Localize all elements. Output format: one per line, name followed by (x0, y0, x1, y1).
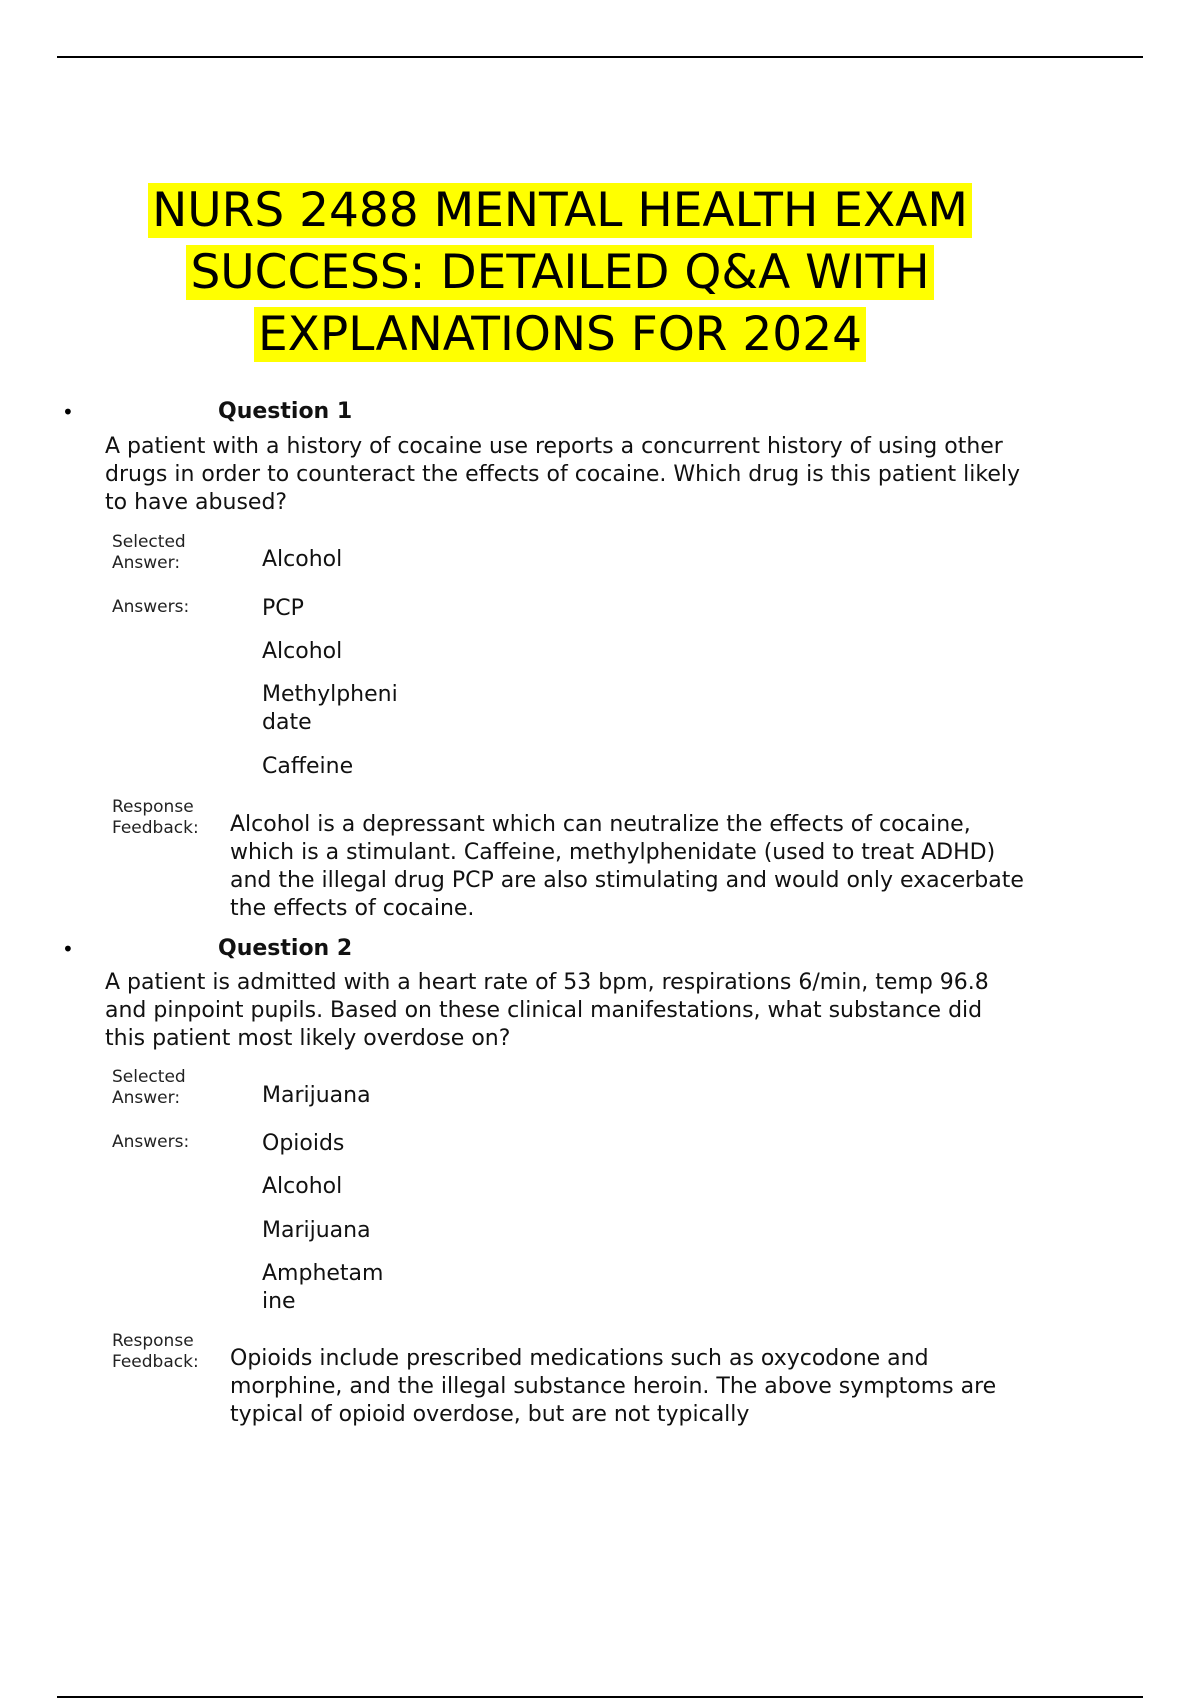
answer-option: Opioids (262, 1131, 345, 1156)
response-feedback: Alcohol is a depressant which can neutralize the effects of cocaine, which is a stimulant. Caffeine, methylphenidate (used to treat ADHD) and the illegal drug PCP are also stimulating and would only exacerbate the effects of cocaine. (230, 812, 1024, 921)
question-heading: Question 1 (218, 399, 353, 424)
bottom-rule (57, 1696, 1143, 1698)
selected-answer-label: Selected Answer: (112, 532, 186, 573)
title-line-2: SUCCESS: DETAILED Q&A WITH (186, 245, 933, 300)
question-heading: Question 2 (218, 936, 353, 961)
question-text: A patient is admitted with a heart rate of 53 bpm, respirations 6/min, temp 96.8 and pinpoint pupils. Based on these clinical manifestations, what substance did this patient most likely overdose on? (105, 970, 989, 1051)
top-rule (57, 56, 1143, 58)
selected-answer: Marijuana (262, 1083, 371, 1108)
answer-option: PCP (262, 596, 304, 621)
answers-label: Answers: (112, 1132, 190, 1152)
response-feedback-label: Response Feedback: (112, 797, 199, 838)
answer-option: Marijuana (262, 1218, 371, 1243)
selected-answer-label: Selected Answer: (112, 1067, 186, 1108)
answers-label: Answers: (112, 597, 190, 617)
answer-option: Caffeine (262, 754, 354, 779)
answer-option: Methylpheni date (262, 682, 398, 735)
selected-answer: Alcohol (262, 547, 343, 572)
response-feedback-label: Response Feedback: (112, 1331, 199, 1372)
bullet-icon: • (62, 400, 74, 424)
question-text: A patient with a history of cocaine use reports a concurrent history of using other drugs in order to counteract the effects of cocaine. Which drug is this patient likely to have abused? (105, 434, 1020, 515)
title-line-1: NURS 2488 MENTAL HEALTH EXAM (148, 183, 972, 238)
response-feedback: Opioids include prescribed medications such as oxycodone and morphine, and the illegal substance heroin. The above symptoms are typical of opioid overdose, but are not typically (230, 1346, 997, 1427)
answer-option: Alcohol (262, 639, 343, 664)
document-title (0, 180, 1120, 366)
answer-option: Amphetam ine (262, 1261, 384, 1314)
answer-option: Alcohol (262, 1174, 343, 1199)
bullet-icon: • (62, 937, 74, 961)
title-line-3: EXPLANATIONS FOR 2024 (254, 307, 866, 362)
